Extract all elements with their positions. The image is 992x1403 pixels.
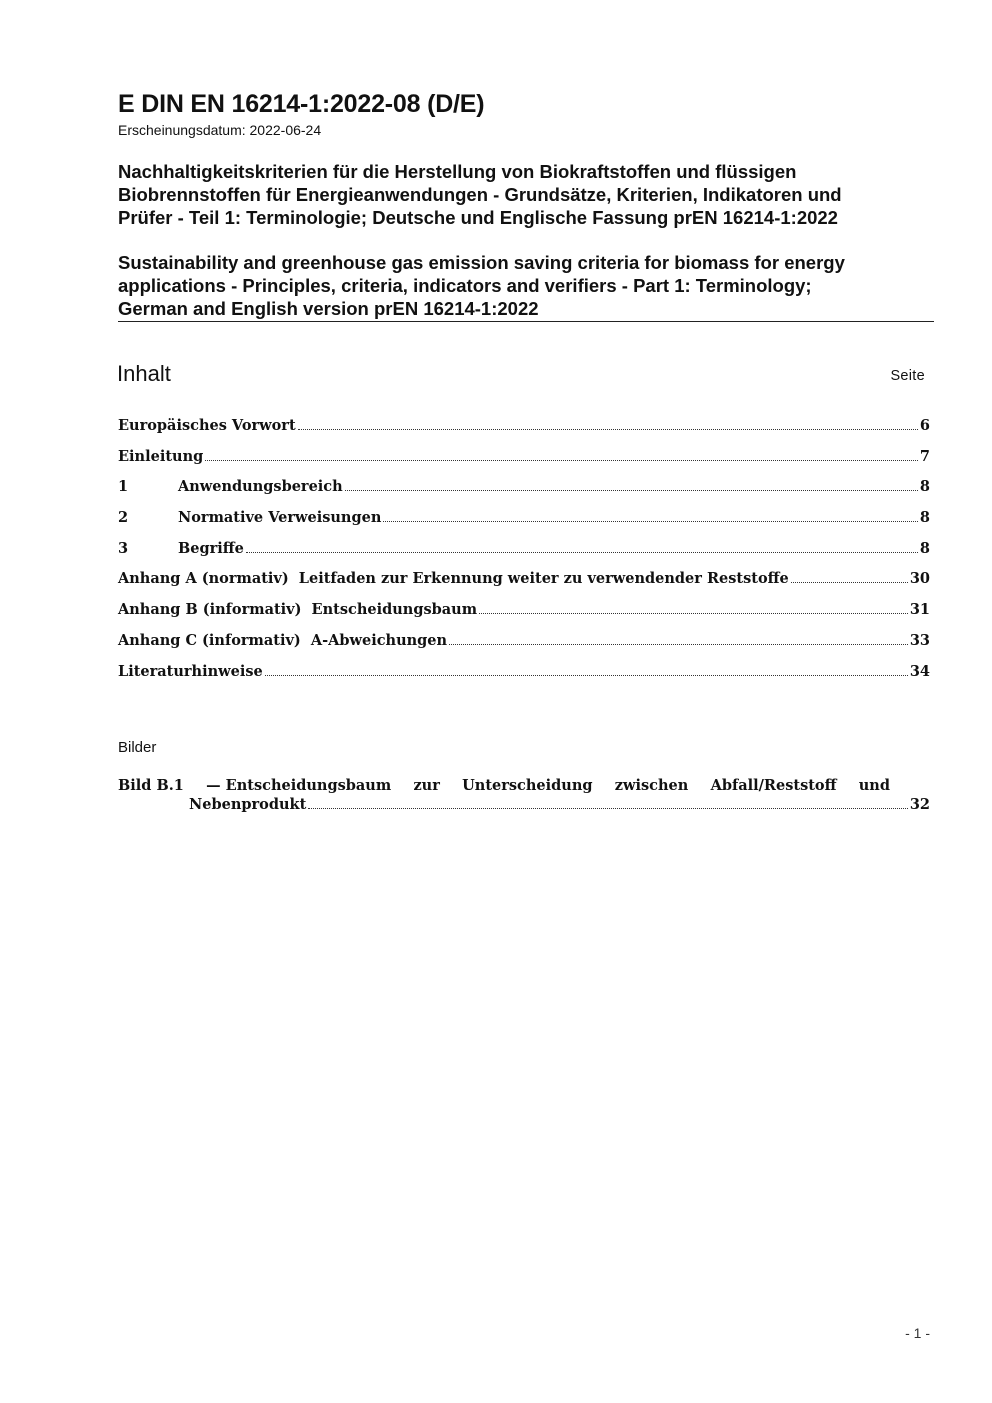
title-german-line: Biobrennstoffen für Energieanwendungen - Grundsätze, Kriterien, Indikatoren und (118, 184, 842, 205)
toc-entry-page: 33 (909, 631, 930, 649)
toc-entry-title: Literaturhinweise (118, 662, 263, 680)
toc-dot-leader (246, 552, 918, 553)
toc-dot-leader (383, 521, 918, 522)
title-english (118, 251, 918, 320)
toc-entry-anhang-a[interactable] (118, 570, 930, 601)
title-english-line: German and English version prEN 16214-1:2022 (118, 298, 539, 319)
figure-entry-word: Unterscheidung (462, 777, 593, 794)
toc-entry-title: Anhang B (informativ) Entscheidungsbaum (118, 601, 478, 619)
toc-page-column-label: Seite (890, 368, 925, 384)
figure-entry-word: zur (413, 777, 440, 794)
toc-heading: Inhalt (117, 361, 171, 386)
figure-entry-b1[interactable] (118, 777, 930, 813)
toc-dot-leader (791, 582, 908, 583)
figure-entry-page: 32 (909, 796, 930, 813)
toc-entry-anwendungsbereich[interactable] (118, 478, 930, 509)
toc-entry-page: 6 (919, 417, 930, 434)
toc-entry-page: 7 (919, 447, 930, 465)
title-english-line: Sustainability and greenhouse gas emission saving criteria for biomass for energy (118, 252, 845, 273)
figure-entry-word: und (858, 777, 890, 794)
toc-entry-title: Einleitung (118, 447, 204, 465)
toc-entry-page: 30 (909, 570, 930, 588)
toc-entry-einleitung[interactable] (118, 448, 930, 479)
page-number: - 1 - (905, 1325, 930, 1341)
figure-entry-title-end: Nebenprodukt (189, 796, 307, 813)
toc-dot-leader (298, 429, 918, 430)
figure-entry-word: — Entscheidungsbaum (206, 777, 392, 794)
toc-entry-title: Normative Verweisungen (178, 509, 382, 527)
toc-entry-number: 1 (118, 478, 129, 496)
toc-entry-number: 2 (118, 509, 129, 527)
figure-entry-title-line (118, 777, 890, 794)
toc-entry-number: 3 (118, 539, 129, 557)
title-german (118, 160, 918, 229)
toc-dot-leader (265, 675, 908, 676)
toc-entry-page: 8 (919, 539, 930, 557)
title-german-line: Nachhaltigkeitskriterien für die Herstellung von Biokraftstoffen und flüssigen (118, 161, 797, 182)
figure-entry-word: Abfall/Reststoff (710, 777, 837, 794)
toc-dot-leader (205, 460, 918, 461)
toc-entry-anhang-b[interactable] (118, 601, 930, 632)
figure-entry-word: Bild B.1 (118, 777, 184, 794)
toc-entry-anhang-c[interactable] (118, 632, 930, 663)
toc-dot-leader (449, 644, 908, 645)
toc-entry-page: 34 (909, 662, 930, 680)
title-divider (118, 321, 934, 322)
toc-dot-leader (345, 490, 918, 491)
figure-entry-word: zwischen (614, 777, 689, 794)
toc-entry-title: Anhang C (informativ) A-Abweichungen (118, 631, 448, 649)
toc-entry-normative-verweisungen[interactable] (118, 509, 930, 540)
figure-entry-continuation (189, 796, 930, 813)
toc-entry-title: Anwendungsbereich (178, 478, 343, 496)
toc-entry-begriffe[interactable] (118, 540, 930, 571)
toc-entry-page: 8 (919, 478, 930, 496)
toc-entry-title: Anhang A (normativ) Leitfaden zur Erkennung weiter zu verwendender Reststoffe (118, 570, 789, 588)
toc-entry-title: Begriffe (178, 539, 244, 557)
toc-entry-literaturhinweise[interactable] (118, 663, 930, 694)
toc-entry-title: Europäisches Vorwort (118, 417, 296, 434)
title-english-line: applications - Principles, criteria, indicators and verifiers - Part 1: Terminology; (118, 275, 812, 296)
document-title: E DIN EN 16214-1:2022-08 (D/E) (118, 90, 485, 118)
title-german-line: Prüfer - Teil 1: Terminologie; Deutsche und Englische Fassung prEN 16214-1:2022 (118, 207, 838, 228)
toc-entry-europaeisches-vorwort[interactable] (118, 417, 930, 448)
figures-heading: Bilder (118, 739, 157, 756)
toc-list (118, 417, 930, 693)
publication-date: Erscheinungsdatum: 2022-06-24 (118, 122, 322, 138)
toc-dot-leader (308, 808, 908, 809)
toc-entry-page: 31 (909, 601, 930, 619)
toc-entry-page: 8 (919, 509, 930, 527)
toc-dot-leader (479, 613, 908, 614)
